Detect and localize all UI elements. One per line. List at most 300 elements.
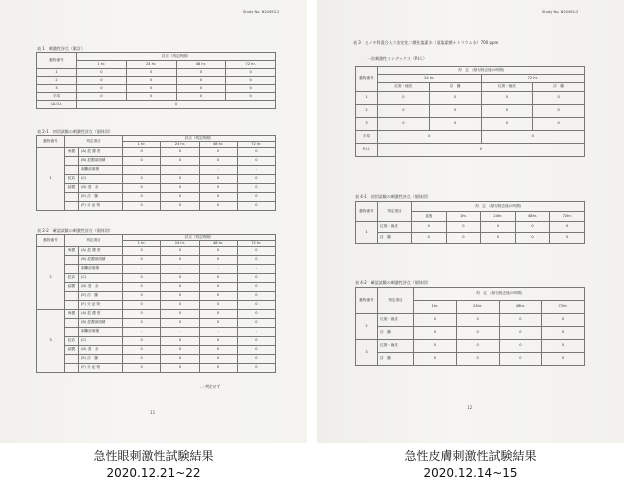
- cell-value: 0: [77, 69, 127, 77]
- item-label: 紅斑・痂皮: [378, 340, 414, 353]
- study-number: Study No. N20493-2: [243, 10, 280, 14]
- cell-value: 0: [199, 292, 237, 301]
- table-4-1-title: 表 4-1 初回試験の刺激性評点（個体別）: [355, 194, 431, 199]
- cell-value: 0: [176, 93, 226, 101]
- header-time: 直後: [412, 212, 447, 222]
- cell-value: 0: [123, 184, 161, 193]
- area-label: [65, 319, 79, 328]
- item-label: (B) 混濁部面積: [79, 319, 123, 328]
- cell-value: 0: [123, 157, 161, 166]
- cell-value: 0: [199, 274, 237, 283]
- header-time: 48 hr.: [199, 142, 237, 148]
- header-time: 72 hr.: [226, 61, 276, 69]
- cell-value: 0: [199, 148, 237, 157]
- cell-value: 0: [161, 310, 199, 319]
- area-label: [65, 265, 79, 274]
- header-score-group: 評点（判定時期）: [77, 53, 276, 61]
- item-label: (D) 発 赤: [79, 283, 123, 292]
- cell-value: 0: [123, 319, 161, 328]
- cell-value: 0: [237, 292, 275, 301]
- table-row: [37, 184, 276, 193]
- cell-value: 0: [237, 301, 275, 310]
- cell-value: 0: [515, 233, 550, 244]
- cell-value: 0: [161, 346, 199, 355]
- cell-value: 0: [126, 93, 176, 101]
- cell-value: 0: [414, 353, 457, 366]
- area-label: 角膜: [65, 148, 79, 157]
- item-label: (A) 混 濁 度: [79, 247, 123, 256]
- cell-value: 0: [481, 92, 533, 105]
- row-label: 2: [37, 77, 77, 85]
- cell-value: 0: [237, 157, 275, 166]
- cell-value: -: [237, 265, 275, 274]
- item-label: 剥離部面積: [79, 265, 123, 274]
- cell-value: 0: [378, 92, 430, 105]
- cell-value: 0: [414, 314, 457, 327]
- area-label: [65, 301, 79, 310]
- header-subitem: 浮 腫: [429, 83, 481, 92]
- caption-left-date: 2020.12.21~22: [106, 466, 201, 480]
- cell-value: 0: [161, 274, 199, 283]
- header-time: 72 hr.: [481, 75, 585, 83]
- item-label: (F) 分 泌 物: [79, 301, 123, 310]
- animal-number: 1: [356, 222, 378, 244]
- header-time: 1 hr.: [123, 241, 161, 247]
- cell-value: -: [161, 265, 199, 274]
- table-row: [37, 283, 276, 292]
- header-item: 判定項目: [65, 136, 123, 148]
- header-item: 判定項目: [65, 235, 123, 247]
- cell-value: 0: [199, 310, 237, 319]
- area-label: [65, 292, 79, 301]
- cell-value: 0: [199, 247, 237, 256]
- eye-irritation-report-photo: [0, 0, 307, 443]
- header-time: 24 hr.: [378, 75, 482, 83]
- header-subitem: 浮 腫: [533, 83, 585, 92]
- cell-value: 0: [499, 327, 542, 340]
- cell-value: 0: [481, 118, 533, 131]
- header-score-group: 判 定 (貼付除去後の時間): [412, 202, 585, 212]
- cell-value: 0: [481, 222, 516, 233]
- cell-value: 0: [533, 92, 585, 105]
- skin-irritation-report-photo: [317, 0, 624, 443]
- avg-value: 0: [481, 131, 585, 144]
- item-label: (A) 混 濁 度: [79, 310, 123, 319]
- animal-number: 3: [356, 340, 378, 366]
- caption-right-date: 2020.12.14~15: [423, 466, 518, 480]
- table-row: [356, 144, 585, 157]
- item-label: (B) 混濁部面積: [79, 157, 123, 166]
- cell-value: -: [199, 328, 237, 337]
- area-label: [65, 364, 79, 373]
- table-row: [37, 69, 276, 77]
- cell-value: 0: [123, 364, 161, 373]
- table-row: [37, 247, 276, 256]
- cell-value: 0: [542, 314, 585, 327]
- cell-value: 0: [176, 85, 226, 93]
- study-number: Study No. N20494-2: [542, 10, 579, 14]
- table-row: [37, 328, 276, 337]
- row-label: 1: [356, 92, 378, 105]
- area-label: [65, 166, 79, 175]
- table-row: [37, 346, 276, 355]
- table-2-2-title: 表 2-2 確認試験の刺激性評点（個体別）: [37, 228, 113, 233]
- cell-value: 0: [550, 233, 585, 244]
- item-label: (A) 混 濁 度: [79, 148, 123, 157]
- row-label: I.A.O.I.: [37, 101, 77, 109]
- table-row: [356, 233, 585, 244]
- item-label: 浮 腫: [378, 327, 414, 340]
- cell-value: 0: [161, 283, 199, 292]
- cell-value: 0: [161, 184, 199, 193]
- cell-value: 0: [123, 256, 161, 265]
- cell-value: 0: [237, 337, 275, 346]
- cell-value: 0: [378, 118, 430, 131]
- cell-value: 0: [237, 148, 275, 157]
- cell-value: 0: [237, 364, 275, 373]
- cell-value: -: [123, 166, 161, 175]
- table-4-1: [355, 201, 585, 244]
- cell-value: 0: [161, 175, 199, 184]
- header-time: 24 hr.: [161, 241, 199, 247]
- animal-number: 2: [356, 314, 378, 340]
- cell-value: 0: [77, 85, 127, 93]
- cell-value: -: [123, 328, 161, 337]
- header-time: 1hr.: [414, 301, 457, 314]
- cell-value: 0: [176, 69, 226, 77]
- cell-value: -: [161, 328, 199, 337]
- area-label: 虹彩: [65, 175, 79, 184]
- cell-value: 0: [412, 233, 447, 244]
- caption-right-title: 急性皮膚刺激性試験結果: [404, 449, 537, 463]
- header-subitem: 紅斑・痂皮: [378, 83, 430, 92]
- cell-value: 0: [199, 319, 237, 328]
- cell-value: 0: [123, 148, 161, 157]
- cell-value: -: [199, 265, 237, 274]
- cell-value: 0: [161, 256, 199, 265]
- cell-value: 0: [226, 85, 276, 93]
- cell-value: 0: [126, 69, 176, 77]
- area-label: 虹彩: [65, 274, 79, 283]
- table-row: [356, 92, 585, 105]
- cell-value: 0: [237, 310, 275, 319]
- table-row: [37, 77, 276, 85]
- cell-value: 0: [456, 340, 499, 353]
- cell-value: 0: [176, 77, 226, 85]
- header-item: 判定項目: [378, 202, 412, 222]
- cell-value: 0: [550, 222, 585, 233]
- cell-value: 0: [237, 175, 275, 184]
- header-animal-no: 動物番号: [37, 53, 77, 69]
- item-label: (E) 浮 腫: [79, 193, 123, 202]
- cell-value: 0: [199, 346, 237, 355]
- cell-value: 0: [499, 353, 542, 366]
- area-label: [65, 157, 79, 166]
- cell-value: 0: [237, 346, 275, 355]
- table-2-1: [36, 135, 276, 211]
- row-label: 1: [37, 69, 77, 77]
- table-row: [356, 105, 585, 118]
- cell-value: 0: [161, 337, 199, 346]
- table-row: [356, 314, 585, 327]
- table-2-2: [36, 234, 276, 373]
- cell-value: 0: [161, 301, 199, 310]
- page-number: 11: [150, 410, 156, 415]
- header-time: 1 hr.: [77, 61, 127, 69]
- cell-value: 0: [412, 222, 447, 233]
- cell-value: 0: [542, 353, 585, 366]
- header-time: 48hr.: [499, 301, 542, 314]
- item-label: 浮 腫: [378, 233, 412, 244]
- item-label: (B) 混濁部面積: [79, 256, 123, 265]
- page-number: 12: [467, 405, 473, 410]
- cell-value: 0: [499, 340, 542, 353]
- cell-value: 0: [123, 301, 161, 310]
- cell-value: 0: [499, 314, 542, 327]
- cell-value: 0: [226, 77, 276, 85]
- table-row: [37, 193, 276, 202]
- row-label: P.I.I.: [356, 144, 378, 157]
- table-1-title: 表 1 刺激性評点（累計）: [37, 46, 85, 51]
- header-animal-no: 動物番号: [356, 67, 378, 92]
- cell-value: 0: [237, 319, 275, 328]
- cell-value: 0: [533, 118, 585, 131]
- cell-value: 0: [542, 327, 585, 340]
- cell-value: 0: [378, 105, 430, 118]
- cell-value: 0: [123, 175, 161, 184]
- cell-value: 0: [199, 175, 237, 184]
- cell-value: -: [237, 166, 275, 175]
- cell-value: 0: [199, 184, 237, 193]
- cell-value: 0: [237, 283, 275, 292]
- caption-left: [0, 448, 307, 482]
- header-time: 72hr.: [550, 212, 585, 222]
- area-label: [65, 202, 79, 211]
- table-row: [37, 93, 276, 101]
- table-4-2-title: 表 4-2 確認試験の刺激性評点（個体別）: [355, 280, 431, 285]
- animal-number: 2: [37, 247, 65, 310]
- caption-right: [317, 448, 624, 482]
- cell-value: 0: [123, 292, 161, 301]
- cell-value: 0: [199, 157, 237, 166]
- cell-value: 0: [226, 93, 276, 101]
- cell-value: 0: [123, 274, 161, 283]
- cell-value: 0: [199, 202, 237, 211]
- item-label: 紅斑・痂皮: [378, 222, 412, 233]
- table-row: [356, 340, 585, 353]
- cell-value: 0: [237, 193, 275, 202]
- cell-value: 0: [542, 340, 585, 353]
- cell-value: 0: [161, 292, 199, 301]
- footnote: - : 判定せず: [200, 384, 221, 389]
- table-row: [37, 355, 276, 364]
- cell-value: 0: [456, 353, 499, 366]
- row-label: 平均: [356, 131, 378, 144]
- cell-value: 0: [161, 355, 199, 364]
- area-label: 結膜: [65, 346, 79, 355]
- area-label: [65, 328, 79, 337]
- cell-value: 0: [237, 202, 275, 211]
- table-3-title: 表 3 ヒノキ科混合入り安定化二酸化塩素水（亜塩素酸ナトリウム水）700 ppm: [353, 40, 499, 45]
- table-row: [37, 202, 276, 211]
- cell-value: 0: [456, 314, 499, 327]
- header-time: 24 hr.: [161, 142, 199, 148]
- table-row: [37, 101, 276, 109]
- table-row: [37, 166, 276, 175]
- item-label: 剥離部面積: [79, 328, 123, 337]
- item-label: (C): [79, 274, 123, 283]
- cell-value: 0: [199, 283, 237, 292]
- caption-left-title: 急性眼刺激性試験結果: [93, 449, 214, 463]
- cell-value: 0: [429, 92, 481, 105]
- cell-value: -: [199, 166, 237, 175]
- table-row: [37, 148, 276, 157]
- area-label: 結膜: [65, 283, 79, 292]
- table-3-subtitle: 一次刺激性インデックス（P.I.I.）: [367, 56, 427, 61]
- cell-value: 0: [123, 283, 161, 292]
- header-time: 48 hr.: [176, 61, 226, 69]
- table-row: [356, 222, 585, 233]
- table-4-2: [355, 287, 585, 366]
- item-label: (E) 浮 腫: [79, 355, 123, 364]
- animal-number: 3: [37, 310, 65, 373]
- iaoi-value: 0: [77, 101, 276, 109]
- cell-value: 0: [161, 157, 199, 166]
- area-label: [65, 256, 79, 265]
- cell-value: 0: [237, 355, 275, 364]
- cell-value: 0: [446, 222, 481, 233]
- item-label: (F) 分 泌 物: [79, 364, 123, 373]
- cell-value: 0: [123, 346, 161, 355]
- cell-value: 0: [161, 247, 199, 256]
- item-label: (D) 発 赤: [79, 346, 123, 355]
- cell-value: 0: [123, 355, 161, 364]
- animal-number: 1: [37, 148, 65, 211]
- item-label: 剥離部面積: [79, 166, 123, 175]
- table-row: [37, 157, 276, 166]
- item-label: 紅斑・痂皮: [378, 314, 414, 327]
- table-row: [37, 337, 276, 346]
- area-label: 角膜: [65, 310, 79, 319]
- table-2-1-title: 表 2-1 初回試験の刺激性評点（個体別）: [37, 129, 113, 134]
- cell-value: -: [237, 328, 275, 337]
- item-label: 浮 腫: [378, 353, 414, 366]
- cell-value: -: [161, 166, 199, 175]
- cell-value: 0: [456, 327, 499, 340]
- item-label: (E) 浮 腫: [79, 292, 123, 301]
- row-label: 3: [37, 85, 77, 93]
- header-time: 24hr.: [481, 212, 516, 222]
- header-time: 24 hr.: [126, 61, 176, 69]
- pii-value: 0: [378, 144, 585, 157]
- item-label: (D) 発 赤: [79, 184, 123, 193]
- table-row: [37, 256, 276, 265]
- header-score-group: 評点（判定時期）: [123, 136, 276, 142]
- table-3: [355, 66, 585, 157]
- header-animal-no: 動物番号: [356, 288, 378, 314]
- row-label: 2: [356, 105, 378, 118]
- cell-value: 0: [199, 256, 237, 265]
- cell-value: 0: [429, 105, 481, 118]
- cell-value: 0: [123, 337, 161, 346]
- cell-value: 0: [161, 319, 199, 328]
- avg-value: 0: [378, 131, 482, 144]
- cell-value: 0: [123, 202, 161, 211]
- cell-value: 0: [126, 85, 176, 93]
- header-score-group: 判 定 (貼付除去後の時間): [378, 67, 585, 75]
- cell-value: 0: [126, 77, 176, 85]
- cell-value: 0: [77, 93, 127, 101]
- cell-value: 0: [237, 256, 275, 265]
- header-subitem: 紅斑・痂皮: [481, 83, 533, 92]
- table-row: [356, 131, 585, 144]
- cell-value: 0: [77, 77, 127, 85]
- header-time: 72 hr.: [237, 241, 275, 247]
- header-time: 48hr.: [515, 212, 550, 222]
- header-time: 72hr.: [542, 301, 585, 314]
- table-row: [356, 353, 585, 366]
- cell-value: 0: [237, 184, 275, 193]
- header-time: 48 hr.: [199, 241, 237, 247]
- area-label: 結膜: [65, 184, 79, 193]
- header-animal-no: 動物番号: [356, 202, 378, 222]
- cell-value: 0: [429, 118, 481, 131]
- cell-value: -: [123, 265, 161, 274]
- header-time: 1 hr.: [123, 142, 161, 148]
- header-animal-no: 動物番号: [37, 235, 65, 247]
- cell-value: 0: [123, 247, 161, 256]
- table-row: [37, 175, 276, 184]
- cell-value: 0: [446, 233, 481, 244]
- cell-value: 0: [237, 247, 275, 256]
- area-label: 角膜: [65, 247, 79, 256]
- cell-value: 0: [199, 337, 237, 346]
- table-row: [37, 274, 276, 283]
- table-row: [356, 118, 585, 131]
- table-row: [37, 301, 276, 310]
- row-label: 平均: [37, 93, 77, 101]
- cell-value: 0: [161, 148, 199, 157]
- cell-value: 0: [161, 202, 199, 211]
- header-item: 判定項目: [378, 288, 414, 314]
- cell-value: 0: [161, 364, 199, 373]
- cell-value: 0: [161, 193, 199, 202]
- cell-value: 0: [199, 193, 237, 202]
- table-row: [37, 319, 276, 328]
- area-label: 虹彩: [65, 337, 79, 346]
- table-row: [37, 265, 276, 274]
- cell-value: 0: [123, 193, 161, 202]
- header-score-group: 評点（判定時期）: [123, 235, 276, 241]
- header-score-group: 判 定 (貼付除去後の時間): [414, 288, 585, 301]
- cell-value: 0: [237, 274, 275, 283]
- table-row: [37, 292, 276, 301]
- cell-value: 0: [533, 105, 585, 118]
- table-1: [36, 52, 276, 109]
- area-label: [65, 355, 79, 364]
- table-row: [37, 85, 276, 93]
- cell-value: 0: [199, 355, 237, 364]
- cell-value: 0: [123, 310, 161, 319]
- table-row: [356, 327, 585, 340]
- row-label: 3: [356, 118, 378, 131]
- cell-value: 0: [481, 233, 516, 244]
- cell-value: 0: [515, 222, 550, 233]
- item-label: (F) 分 泌 物: [79, 202, 123, 211]
- header-animal-no: 動物番号: [37, 136, 65, 148]
- cell-value: 0: [199, 364, 237, 373]
- table-row: [37, 364, 276, 373]
